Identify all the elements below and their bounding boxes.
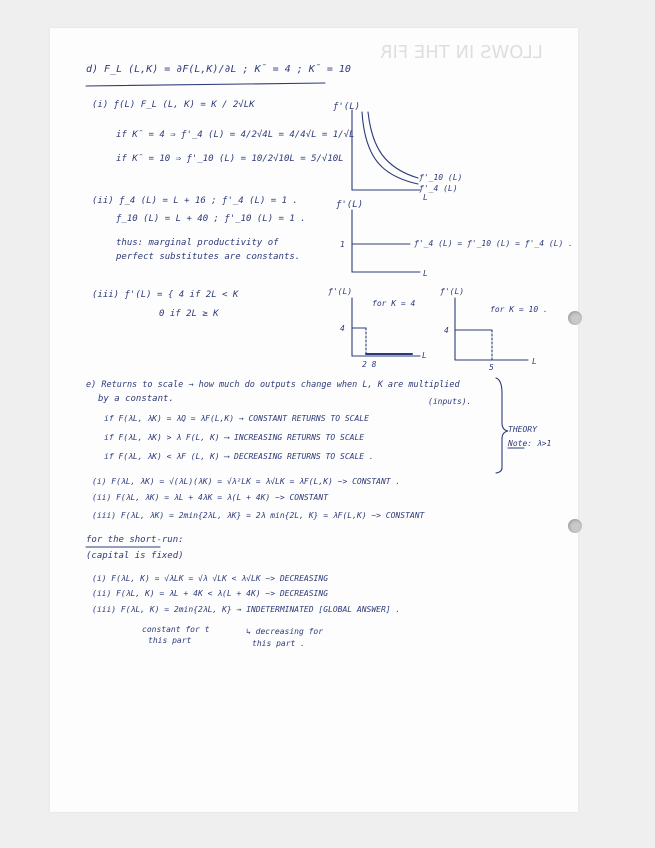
graph-i-y-label: ƒ'(L): [333, 102, 361, 112]
part-e-ii: (ii) F(λL, λK) = λL + 4λK = λ(L + 4K) ~> CONSTANT: [92, 493, 329, 502]
graph-iii-left-y-label: ƒ'(L): [328, 287, 353, 296]
punch-hole-bottom: [568, 519, 582, 533]
short-run-title: for the short-run:: [86, 535, 184, 545]
theory-brace: [496, 378, 508, 473]
part-d-i-line3: if K̄ = 10 ⇒ ƒ'_10 (L) = 10/2√10L = 5/√10L: [116, 154, 344, 164]
graph-ii-level: 1: [340, 240, 345, 249]
graph-iii-right-tick: 5: [489, 363, 494, 372]
graph-ii: [352, 210, 420, 272]
curve-f4: [362, 112, 418, 184]
theory-note: Note: λ>1: [508, 439, 552, 448]
short-run-ii: (ii) F(λL, K) = λL + 4K < λ(L + 4K) ~> DECREASING: [92, 589, 329, 598]
graph-i-label-f4: ƒ'_4 (L): [419, 184, 458, 193]
header-underline: [86, 83, 325, 86]
graph-iii-left-ticks: 2 8: [362, 360, 377, 369]
part-d-i-line2: if K̄ = 4 ⇒ ƒ'_4 (L) = 4/2√4L = 4/4√L = 1/√L: [116, 130, 355, 140]
theory-label: THEORY: [508, 425, 537, 434]
graph-i-x-label: L: [423, 193, 428, 202]
part-e-line2: by a constant.: [98, 394, 174, 404]
bleed-through-text: LLOWS IN THE FIR: [380, 42, 543, 63]
graph-iii-left-level: 4: [340, 324, 345, 333]
graph-i-label-f10: ƒ'_10 (L): [419, 173, 463, 182]
graph-ii-x-label: L: [423, 269, 428, 278]
graph-iii-right-title: for K = 10 .: [490, 305, 548, 314]
notebook-page: [50, 28, 578, 812]
part-e-iii: (iii) F(λL, λK) = 2min{2λL, λK} = 2λ min{2L, K} = λF(L,K) ~> CONSTANT: [92, 511, 425, 520]
drs-definition: if F(λL, λK) < λF (L, K) ⟶ DECREASING RETURNS TO SCALE .: [104, 452, 374, 461]
part-d-header: d) F_L (L,K) = ∂F(L,K)/∂L ; K̄ = 4 ; K̄ = 10: [86, 64, 351, 75]
graph-iii-right-x-label: L: [532, 357, 537, 366]
crs-definition: if F(λL, λK) = λQ = λF(L,K) → CONSTANT RETURNS TO SCALE: [104, 414, 369, 423]
part-e-line2b: (inputs).: [428, 397, 472, 406]
short-run-iii: (iii) F(λL, K) = 2min{2λL, K} → INDETERMINATED [GLOBAL ANSWER] .: [92, 605, 401, 614]
graph-iii-left-title: for K = 4: [372, 299, 416, 308]
graph-ii-y-label: ƒ'(L): [336, 200, 364, 210]
irs-definition: if F(λL, λK) > λ F(L, K) ⟶ INCREASING RETURNS TO SCALE: [104, 433, 365, 442]
graph-iii-right-level: 4: [444, 326, 449, 335]
part-d-ii-line3: thus: marginal productivity of: [116, 238, 279, 248]
part-e-i: (i) F(λL, λK) = √(λL)(λK) = √λ²LK = λ√LK = λF(L,K) ~> CONSTANT .: [92, 477, 401, 486]
part-e-line1: e) Returns to scale → how much do outputs change when L, K are multiplied: [86, 380, 460, 390]
part-d-ii-line1: (ii) ƒ_4 (L) = L + 16 ; ƒ'_4 (L) = 1 .: [92, 196, 298, 206]
graph-iii-right-y-label: ƒ'(L): [440, 287, 465, 296]
part-d-iii-line1: (iii) ƒ'(L) = { 4 if 2L < K: [92, 290, 239, 300]
punch-hole-top: [568, 311, 582, 325]
short-run-note2b: this part .: [252, 639, 305, 648]
graph-iii-left-x-label: L: [422, 351, 427, 360]
part-d-ii-line2: ƒ_10 (L) = L + 40 ; ƒ'_10 (L) = 1 .: [116, 214, 306, 224]
short-run-i: (i) F(λL, K) = √λLK = √λ √LK < λ√LK ~> DECREASING: [92, 574, 329, 583]
short-run-fixed: (capital is fixed): [86, 551, 184, 561]
curve-f10: [368, 112, 418, 178]
part-d-iii-line2: 0 if 2L ≥ K: [159, 309, 219, 319]
short-run-note2a: ↳ decreasing for: [246, 627, 324, 636]
graph-i: [352, 110, 420, 190]
graph-ii-line-label: ƒ'_4 (L) = ƒ'_10 (L) = ƒ'_4 (L) .: [414, 239, 573, 248]
part-d-ii-line4: perfect substitutes are constants.: [116, 252, 301, 262]
short-run-note1a: constant for t: [142, 625, 210, 634]
part-d-i-line1: (i) ƒ(L) F_L (L, K) = K / 2√LK: [92, 100, 255, 110]
short-run-note1b: this part: [148, 636, 192, 645]
